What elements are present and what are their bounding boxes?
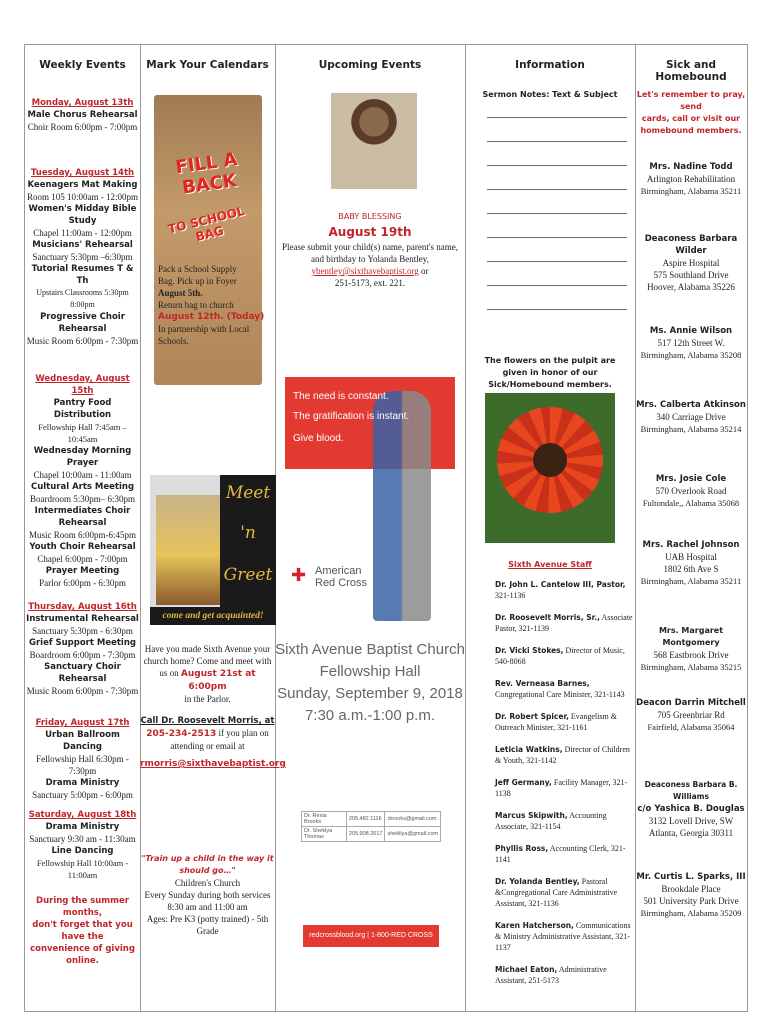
detail-line [275, 265, 465, 277]
member-address: Birmingham, Alabama 35214 [640, 424, 742, 434]
flowers-note [465, 355, 635, 391]
friday-heading: Friday, August 17th [35, 718, 130, 728]
event-detail: Choir Room 6:00pm - 7:00pm [27, 122, 138, 132]
logo-line: Red Cross [315, 577, 367, 589]
note-line [487, 309, 627, 310]
note-line [487, 285, 627, 286]
note-line [487, 261, 627, 262]
member-name: Ms. Annie Wilson [649, 326, 733, 336]
staff-item [495, 843, 635, 865]
member-address: 501 University Park Drive [643, 896, 739, 906]
member-address: Birmingham, Alabama 35215 [640, 662, 742, 672]
tuesday-block [25, 167, 140, 347]
member-name: Mrs. Calberta Atkinson [636, 400, 746, 410]
table-row [302, 812, 441, 827]
blood-drive-ad [285, 377, 455, 641]
homebound-member [635, 161, 747, 197]
event-line: Fellowship Hall [319, 663, 421, 680]
monday-heading: Monday, August 13th [31, 98, 134, 108]
fill-a-back-text: FILL A BACK [174, 148, 239, 199]
event-detail: Music Room 6:00pm - 7:30pm [26, 686, 139, 696]
meet-n-greet-image [150, 475, 276, 625]
detail-line [140, 667, 275, 693]
fellowship-hall-event [275, 639, 465, 727]
member-address: Atlanta, Georgia 30311 [648, 828, 734, 838]
staff-item [495, 678, 635, 700]
event-title: Urban Ballroom Dancing [45, 730, 120, 752]
member-name: Deacon Darrin Mitchell [636, 698, 746, 708]
note-line [487, 189, 627, 190]
homebound-member [635, 233, 747, 293]
staff-name: Jeff Germany, [495, 778, 552, 787]
member-address: 575 Southland Drive [653, 270, 729, 280]
staff-name: Marcus Skipwith, [495, 811, 568, 820]
event-detail: Music Room 6:00pm - 7:30pm [26, 336, 139, 346]
text: if you plan on [216, 728, 269, 738]
detail-line: Bag. Pick up in Foyer [158, 276, 237, 286]
staff-role: Accounting Clerk, 321-1141 [495, 844, 626, 864]
event-title: Intermediates Choir Rehearsal [34, 506, 131, 528]
meet-date: August 21st at 6:00pm [180, 669, 256, 692]
staff-item [495, 810, 635, 832]
staff-name: Dr. Vicki Stokes, [495, 646, 564, 655]
event-title: Cultural Arts Meeting [30, 482, 135, 492]
event-detail: Fellowship Hall 10:00am - 11:00am [36, 858, 129, 880]
staff-role: Congregational Care Minister, 321-1143 [495, 690, 625, 699]
note-line [487, 165, 627, 166]
homebound-member [635, 399, 747, 435]
detail-line: Call Dr. Roosevelt Morris, at [140, 716, 275, 726]
member-name: Mrs. Margaret Montgomery [658, 626, 724, 647]
member-address: Hoover, Alabama 35226 [647, 282, 735, 292]
event-line: 7:30 a.m.-1:00 p.m. [304, 707, 436, 724]
staff-item [495, 612, 635, 634]
meet-word: Meet [225, 483, 271, 503]
member-address: Arlington Rehabilitation [646, 174, 736, 184]
meet-banner: come and get acquainted! [150, 607, 276, 625]
detail-line: Please submit your child(s) name, parent's name, [281, 242, 459, 252]
member-address: 517 12th Street W. [657, 338, 725, 348]
homebound-member [635, 697, 747, 733]
staff-heading: Sixth Avenue Staff [508, 560, 592, 569]
note-line: convenience of giving online. [30, 944, 135, 966]
homebound-member [635, 325, 747, 361]
detail-line: Return bag to church [158, 300, 234, 310]
meet-details [140, 643, 286, 770]
event-title: Women's Midday Bible Study [28, 204, 137, 226]
staff-item [495, 744, 635, 766]
logo-line: American [315, 565, 362, 577]
staff-name: Leticia Watkins, [495, 745, 563, 754]
member-name: Mrs. Josie Cole [655, 474, 727, 484]
online-giving-note [25, 895, 140, 967]
event-title: Youth Choir Rehearsal [29, 542, 136, 552]
staff-role: Evangelism & Outreach Minister, 321-1161 [495, 712, 617, 732]
sick-homebound-column [635, 45, 747, 1011]
table-cell: 205.908.2617 [346, 827, 385, 842]
school-bag-details [158, 263, 275, 347]
event-title: Drama Ministry [45, 822, 120, 832]
saturday-block [25, 809, 140, 881]
homebound-member [635, 625, 747, 673]
contacts-table [301, 811, 441, 842]
note-line: don't forget that you have the [32, 920, 133, 942]
ad-line: The need is constant. [293, 391, 389, 402]
staff-role: Accounting Associate, 321-1154 [495, 811, 607, 831]
table-cell: Dr. Resia Brooks [302, 812, 347, 827]
member-name: Deaconess Barbara Wilder [644, 234, 738, 256]
member-address: Birmingham, Alabama 35211 [640, 576, 742, 586]
staff-name: Phyllis Ross, [495, 844, 549, 853]
event-detail: Chapel 6:00pm - 7:00pm [37, 554, 128, 564]
tuesday-heading: Tuesday, August 14th [30, 168, 135, 178]
intro-line: cards, call or visit our [641, 114, 741, 123]
detail-line: Have you made Sixth Avenue your [144, 644, 271, 654]
detail-line: 251-5173, ext. 221. [334, 278, 406, 288]
member-name: Deaconess Barbara B. Williams [644, 780, 738, 801]
event-title: Prayer Meeting [45, 566, 120, 576]
member-address: 568 Eastbrook Drive [653, 650, 729, 660]
staff-name: Michael Eaton, [495, 965, 558, 974]
detail-line: August 5th. [158, 288, 203, 298]
baby-blessing-date: August 19th [328, 225, 412, 239]
event-detail: Room 105 10:00am - 12:00pm [27, 192, 138, 202]
phone: 205-234-2513 [146, 729, 217, 739]
note-line: The flowers on the pulpit are [484, 356, 616, 365]
note-line: During the summer months, [36, 896, 129, 918]
staff-role: Director of Children & Youth, 321-1142 [495, 745, 630, 765]
event-title: Instrumental Rehearsal [26, 614, 139, 624]
event-title: Progressive Choir Rehearsal [40, 312, 125, 334]
member-name: Mrs. Nadine Todd [649, 162, 733, 172]
table-cell: 205.482.1116 [346, 812, 385, 827]
staff-name: Dr. Roosevelt Morris, Sr., [495, 613, 600, 622]
event-title: Wednesday Morning Prayer [33, 446, 132, 468]
detail-line: Pack a School Supply [158, 264, 237, 274]
staff-item [495, 964, 635, 986]
event-title: Drama Ministry [45, 778, 120, 788]
event-detail: Boardroom 6:00pm - 7:30pm [29, 650, 136, 660]
staff-role: Director of Music, 540-8068 [495, 646, 625, 666]
member-address: 570 Overlook Road [655, 486, 727, 496]
detail-line: In partnership with Local [158, 324, 250, 334]
event-detail: Chapel 10:00am - 11:00am [33, 470, 132, 480]
email-link[interactable]: rmorris@sixthavebaptist.org [140, 759, 286, 769]
childrens-church [140, 853, 275, 937]
detail-line: and birthday to Yolanda Bentley, [311, 254, 429, 264]
event-title: Male Chorus Rehearsal [27, 110, 138, 120]
member-address: Fultondale,, Alabama 35068 [642, 498, 740, 508]
event-detail: Fellowship Hall 6:30pm - 7:30pm [36, 754, 129, 776]
member-address: 705 Greenbriar Rd [657, 710, 725, 720]
homebound-member [635, 871, 747, 919]
text: or [418, 266, 429, 276]
baby-blessing-block [275, 211, 465, 289]
upcoming-events-column [275, 45, 466, 1011]
table-cell: shekllya@gmail.com [385, 827, 441, 842]
event-detail: Fellowship Hall 7:45am – 10:45am [38, 422, 127, 444]
event-detail: Sanctuary 5:00pm - 6:00pm [32, 790, 133, 800]
member-address: Birmingham, Alabama 35208 [640, 350, 742, 360]
staff-role: Associate Pastor, 321-1139 [495, 613, 633, 633]
event-title: Musicians' Rehearsal [32, 240, 133, 250]
upcoming-events-header: Upcoming Events [318, 59, 422, 71]
note-line [487, 213, 627, 214]
homebound-member [635, 539, 747, 587]
event-detail: Music Room 6:00pm-6:45pm [28, 530, 136, 540]
spacer [140, 705, 275, 715]
baby-photo [331, 93, 417, 189]
red-cross-logo [315, 565, 367, 589]
prayer-intro [635, 89, 747, 137]
homebound-member [635, 779, 747, 839]
note-line: given in honor of our Sick/Homebound members. [488, 368, 612, 389]
detail-line: Schools. [158, 336, 189, 346]
table-row [302, 827, 441, 842]
friday-block [25, 717, 140, 801]
event-detail: Sanctuary 9:30 am - 11:30am [29, 834, 136, 844]
member-name: Mr. Curtis L. Sparks, III [636, 872, 746, 882]
event-title: Grief Support Meeting [28, 638, 136, 648]
staff-name: Karen Hatcherson, [495, 921, 574, 930]
meet-word: 'n [240, 523, 256, 543]
member-name: Mrs. Rachel Johnson [642, 540, 740, 550]
staff-role: Communications & Ministry Administrative Assistant, 321-1137 [495, 921, 631, 952]
event-detail: Upstairs Classrooms 5:30pm 8:00pm [36, 288, 129, 309]
monday-block [25, 97, 140, 133]
thursday-heading: Thursday, August 16th [28, 602, 137, 612]
red-cross-footer: redcrossblood.org | 1-800-RED CROSS [303, 925, 439, 947]
text: us on [159, 668, 181, 678]
note-line [487, 237, 627, 238]
flower-image [485, 393, 615, 543]
member-address: Fairfield, Alabama 35064 [647, 722, 735, 732]
staff-name: Dr. John L. Cantelow III, Pastor, [495, 580, 626, 589]
event-detail: Boardroom 5:30pm– 6:30pm [30, 494, 135, 504]
detail-line: church home? Come and meet with [143, 656, 272, 666]
detail-line: Ages: Pre K3 (potty trained) - 5th [146, 914, 269, 924]
member-address: 1802 6th Ave S [663, 564, 719, 574]
staff-name: Dr. Robert Spicer, [495, 712, 569, 721]
member-address: Aspire Hospital [662, 258, 720, 268]
detail-line: Grade [196, 926, 219, 936]
event-title: Line Dancing [51, 846, 114, 856]
flower-center [533, 443, 567, 477]
staff-role: Administrative Assistant, 251-5173 [495, 965, 607, 985]
thursday-block [25, 601, 140, 697]
intro-line: Let's remember to pray, send [636, 90, 746, 111]
member-address: 3132 Lovell Drive, SW [648, 816, 734, 826]
event-detail: Sanctuary 5:30pm - 6:30pm [32, 626, 133, 636]
meet-word: Greet [223, 565, 273, 585]
sofa-picture [156, 495, 220, 605]
saturday-heading: Saturday, August 18th [28, 810, 137, 820]
event-detail: Chapel 11:00am - 12:00pm [33, 228, 132, 238]
event-line: Sixth Avenue Baptist Church [275, 641, 465, 658]
staff-item [495, 579, 635, 601]
wednesday-block [25, 373, 140, 589]
staff-item [495, 876, 635, 909]
event-title: Keenagers Mat Making [27, 180, 138, 190]
baby-blessing-title: BABY BLESSING [338, 212, 402, 221]
note-line [487, 117, 627, 118]
event-line: Sunday, September 9, 2018 [277, 685, 463, 702]
event-title: Sanctuary Choir Rehearsal [44, 662, 121, 684]
detail-line: in the Parlor. [184, 694, 231, 704]
red-cross-icon: ✚ [291, 565, 307, 586]
table-cell: Dr. Sheklya Thomas [302, 827, 347, 842]
staff-item [495, 645, 635, 667]
meet-title-box [220, 475, 276, 609]
sick-homebound-header: Sick and Homebound [655, 59, 727, 83]
event-title: Pantry Food Distribution [53, 398, 112, 420]
table-cell: rbrooks@gmail.com [385, 812, 441, 827]
member-address: Birmingham, Alabama 35209 [640, 908, 742, 918]
weekly-events-column [25, 45, 141, 1011]
detail-line: attending or email at [170, 741, 245, 751]
intro-line: homebound members. [640, 126, 742, 135]
email-link[interactable]: ybentley@sixthavebaptist.org [311, 266, 419, 276]
staff-item [495, 920, 635, 953]
member-address: UAB Hospital [665, 552, 717, 562]
wednesday-heading: Wednesday, August 15th [35, 374, 130, 396]
detail-line: 8:30 am and 11:00 am [167, 902, 248, 912]
information-header: Information [515, 59, 585, 71]
event-detail: Sanctuary 5:30pm –6:30pm [32, 252, 133, 262]
quote-line: "Train up a child in the way it should go…" [141, 854, 274, 875]
staff-item [495, 777, 635, 799]
staff-role: Pastoral &Congregational Care Administrative Assistant, 321-1136 [495, 877, 618, 908]
staff-role: 321-1136 [495, 591, 526, 600]
member-address: Brookdale Place [661, 884, 721, 894]
member-address: Birmingham, Alabama 35211 [640, 186, 742, 196]
staff-list [495, 579, 635, 986]
staff-name: Dr. Yolanda Bentley, [495, 877, 580, 886]
homebound-member [635, 473, 747, 509]
member-address: 340 Carriage Drive [656, 412, 726, 422]
detail-line: August 12th. (Today) [158, 312, 265, 322]
event-detail: Parlor 6:00pm - 6:30pm [39, 578, 126, 588]
ad-people-image [373, 391, 431, 621]
event-title: Tutorial Resumes T & Th [31, 264, 134, 286]
detail-line: Children's Church [174, 878, 241, 888]
staff-role: Facility Manager, 321-1138 [495, 778, 628, 798]
member-address: c/o Yashica B. Douglas [637, 804, 745, 814]
detail-line [140, 727, 275, 740]
sermon-notes-label: Sermon Notes: Text & Subject [482, 90, 618, 99]
information-column [465, 45, 636, 1011]
weekly-events-header: Weekly Events [39, 59, 126, 71]
ad-line: Give blood. [293, 433, 344, 444]
calendars-header: Mark Your Calendars [146, 59, 269, 71]
note-line [487, 141, 627, 142]
staff-name: Rev. Verneasa Barnes, [495, 679, 590, 688]
detail-line: Every Sunday during both services [144, 890, 271, 900]
school-bag-text: TO SCHOOL BAG [166, 203, 246, 245]
calendars-column [140, 45, 286, 1011]
bulletin-page [24, 44, 748, 1012]
ad-line: The gratification is instant. [293, 411, 410, 422]
staff-item [495, 711, 635, 733]
